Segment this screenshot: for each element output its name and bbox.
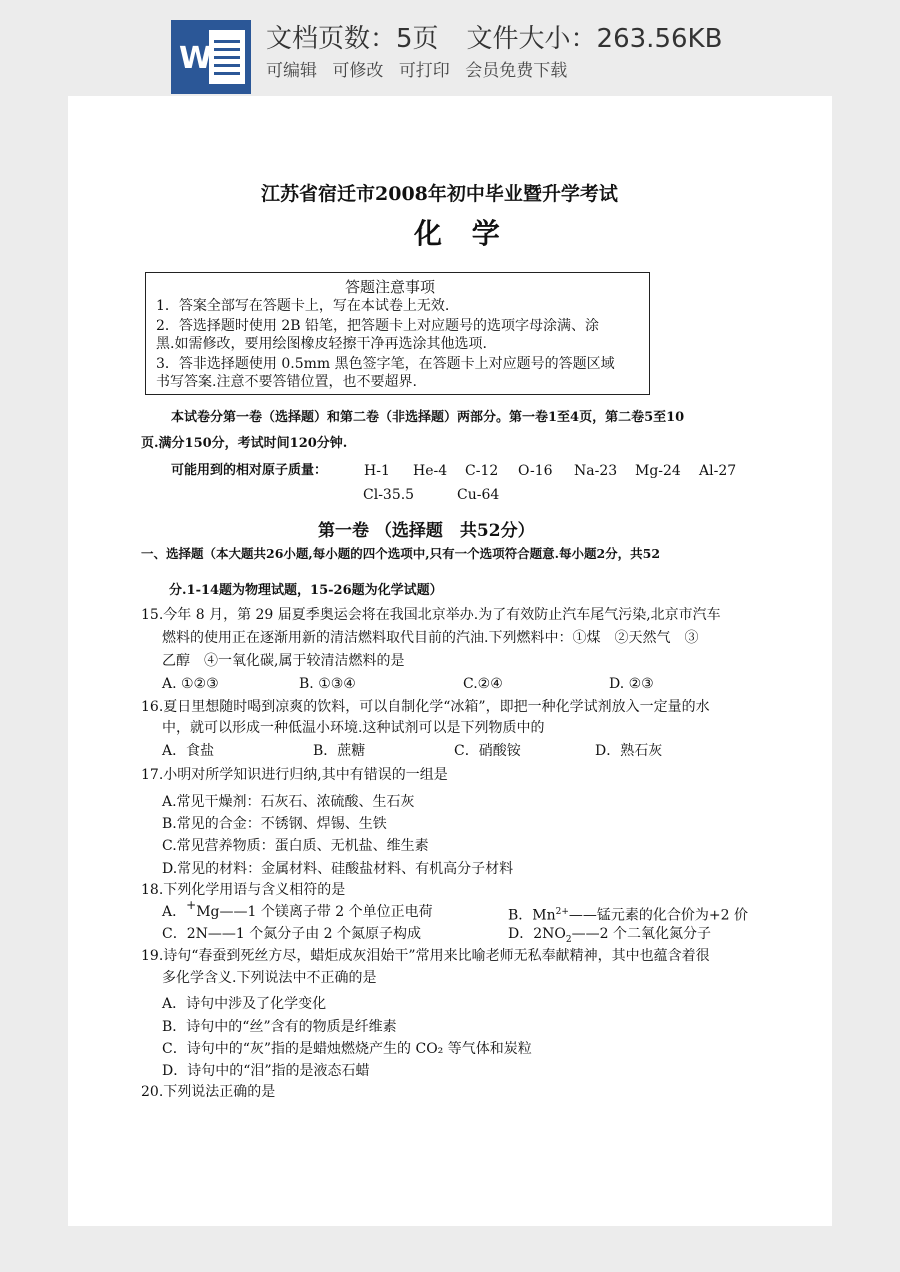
notice-line: 1．答案全部写在答题卡上，写在本试卷上无效. bbox=[156, 298, 450, 314]
feature-member-download: 会员免费下载 bbox=[465, 61, 568, 81]
feature-modifiable: 可修改 bbox=[332, 61, 384, 81]
question-19-option: B．诗句中的“丝”含有的物质是纤维素 bbox=[162, 1019, 397, 1035]
question-19-option: D．诗句中的“泪”指的是液态石蜡 bbox=[162, 1063, 370, 1079]
question-16-option: A．食盐 bbox=[162, 743, 215, 759]
question-19-option: C．诗句中的“灰”指的是蜡烛燃烧产生的 CO₂ 等气体和炭粒 bbox=[162, 1041, 532, 1057]
section-instruction: 一、选择题（本大题共26小题,每小题的四个选项中,只有一个选项符合题意.每小题2分，共52 bbox=[141, 546, 661, 561]
intro-line: 本试卷分第一卷（选择题）和第二卷（非选择题）两部分。第一卷1至4页，第二卷5至10 bbox=[171, 410, 685, 425]
question-16-option: D．熟石灰 bbox=[595, 743, 663, 759]
atomic-mass: Na-23 bbox=[574, 463, 618, 479]
atomic-mass: Cl-35.5 bbox=[363, 487, 415, 503]
atomic-mass: O-16 bbox=[518, 463, 553, 479]
question-18-text: 18.下列化学用语与含义相符的是 bbox=[141, 882, 346, 898]
download-banner bbox=[0, 0, 900, 96]
feature-editable: 可编辑 bbox=[266, 61, 317, 81]
question-19-option: A．诗句中涉及了化学变化 bbox=[162, 996, 327, 1012]
question-18-option-a: A．+Mg——1 个镁离子带 2 个单位正电荷 bbox=[162, 898, 433, 920]
question-15-text: 乙醇 ④一氧化碳,属于较清洁燃料的是 bbox=[162, 653, 405, 669]
notice-box bbox=[145, 272, 650, 395]
question-15-option: D. ②③ bbox=[609, 676, 654, 692]
question-15-option: A. ①②③ bbox=[162, 676, 219, 692]
subject-title: 化 学 bbox=[414, 217, 510, 250]
question-17-text: 17.小明对所学知识进行归纳,其中有错误的一组是 bbox=[141, 767, 448, 783]
question-18-option-b: B．$Mn^{2+}——$锰元素的化合价为+2 价 bbox=[508, 907, 749, 924]
question-16-option: B．蔗糖 bbox=[313, 743, 366, 759]
notice-line: 3．答非选择题使用 0.5mm 黑色签字笔，在答题卡上对应题号的答题区域 bbox=[156, 356, 615, 372]
page-count: 文档页数：5页 bbox=[266, 24, 439, 54]
question-19-text: 19.诗句“春蚕到死丝方尽，蜡炬成灰泪始干”常用来比喻老师无私奉献精神，其中也蕴含着很 bbox=[141, 948, 710, 964]
question-17-option: A.常见干燥剂：石灰石、浓硫酸、生石灰 bbox=[162, 794, 415, 810]
question-15-text: 15.今年 8 月，第 29 届夏季奥运会将在我国北京举办.为了有效防止汽车尾气污染,北京市汽车 bbox=[141, 607, 721, 623]
feature-printable: 可打印 bbox=[398, 61, 450, 81]
atomic-mass: C-12 bbox=[465, 463, 499, 479]
intro-line: 页.满分150分，考试时间120分钟. bbox=[141, 436, 348, 451]
question-17-option: D.常见的材料：金属材料、硅酸盐材料、有机高分子材料 bbox=[162, 861, 514, 877]
exam-title: 江苏省宿迁市2008年初中毕业暨升学考试 bbox=[261, 183, 618, 205]
atomic-mass: Mg-24 bbox=[635, 463, 681, 479]
question-16-option: C．硝酸铵 bbox=[454, 743, 521, 759]
question-15-text: 燃料的使用正在逐渐用新的清洁燃料取代目前的汽油.下列燃料中：①煤 ②天然气 ③ bbox=[162, 630, 699, 646]
question-17-option: C.常见营养物质：蛋白质、无机盐、维生素 bbox=[162, 838, 429, 854]
atomic-mass-label: 可能用到的相对原子质量： bbox=[171, 463, 328, 478]
atomic-mass: He-4 bbox=[413, 463, 448, 479]
section-instruction: 分.1-14题为物理试题，15-26题为化学试题） bbox=[169, 583, 443, 598]
question-20-text: 20.下列说法正确的是 bbox=[141, 1084, 276, 1100]
word-document-icon: W bbox=[171, 20, 251, 94]
file-size: 文件大小：263.56KB bbox=[466, 24, 723, 54]
section-title: 第一卷 （选择题 共52分） bbox=[318, 521, 535, 541]
question-18-option-c: C．2N——1 个氮分子由 2 个氮原子构成 bbox=[162, 926, 422, 942]
atomic-mass: Cu-64 bbox=[457, 487, 500, 503]
notice-line: 2．答选择题时使用 2B 铅笔，把答题卡上对应题号的选项字母涂满、涂 bbox=[156, 318, 600, 334]
atomic-mass: Al-27 bbox=[699, 463, 737, 479]
question-15-option: B. ①③④ bbox=[299, 676, 356, 692]
question-17-option: B.常见的合金：不锈钢、焊锡、生铁 bbox=[162, 816, 387, 832]
document-page bbox=[68, 96, 832, 1226]
question-15-option: C.②④ bbox=[463, 676, 503, 692]
file-meta bbox=[266, 18, 722, 55]
question-16-text: 中，就可以形成一种低温小环境.这种试剂可以是下列物质中的 bbox=[162, 720, 545, 736]
question-16-text: 16.夏日里想随时喝到凉爽的饮料，可以自制化学“冰箱”，即把一种化学试剂放入一定量的水 bbox=[141, 699, 710, 715]
feature-list bbox=[266, 56, 577, 81]
notice-line: 黑.如需修改，要用绘图橡皮轻擦干净再选涂其他选项. bbox=[156, 336, 487, 352]
notice-line: 书写答案.注意不要答错位置，也不要超界. bbox=[156, 374, 417, 390]
question-18-option-d: D．$2NO_2——2$ 个二氧化氮分子 bbox=[508, 926, 711, 945]
atomic-mass: H-1 bbox=[364, 463, 390, 479]
notice-heading: 答题注意事项 bbox=[345, 278, 436, 296]
question-19-text: 多化学含义.下列说法中不正确的是 bbox=[162, 970, 377, 986]
